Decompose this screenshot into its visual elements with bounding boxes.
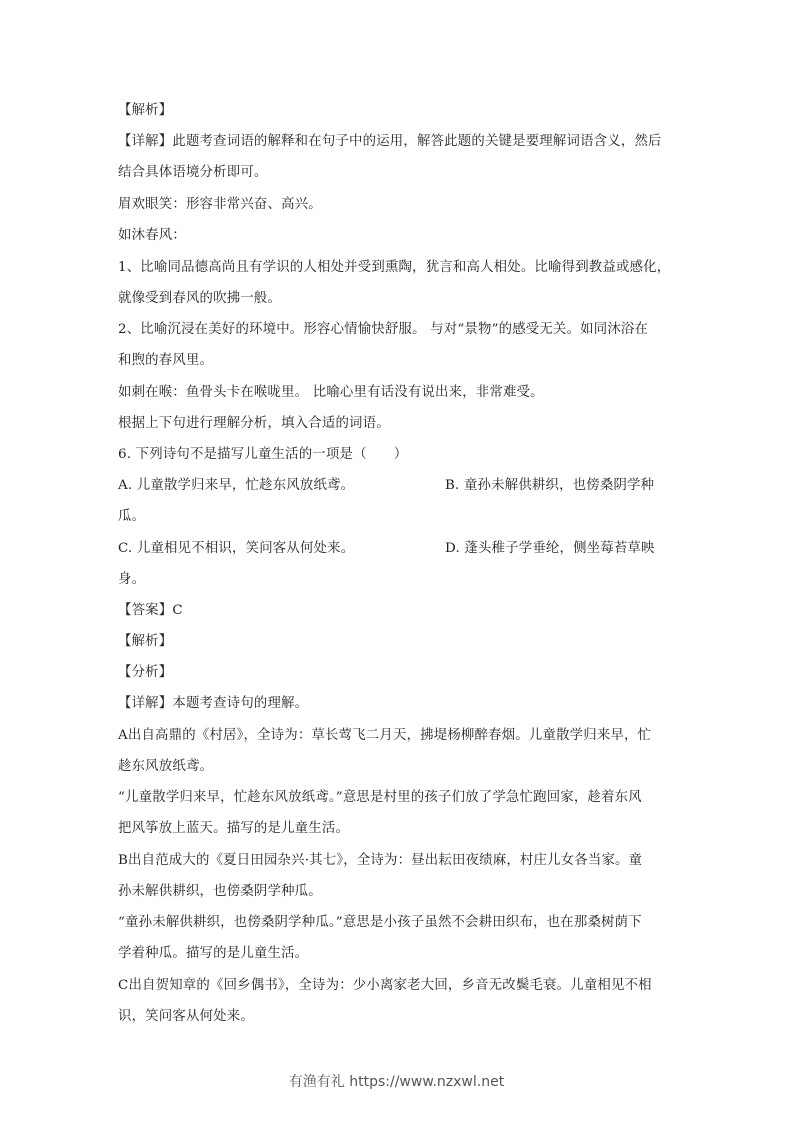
options-row-cd [118, 540, 678, 558]
paragraph-line: 【详解】本题考查诗句的理解。 [118, 696, 309, 711]
section-heading-breakdown: 【分析】 [118, 665, 173, 680]
paragraph-line: 结合具体语境分析即可。 [118, 165, 268, 180]
paragraph-line: 眉欢眼笑：形容非常兴奋、高兴。 [118, 197, 322, 212]
options-row-ab [118, 477, 678, 495]
paragraph-line: 识，笑问客从何处来。 [118, 1009, 254, 1024]
paragraph-line: 就像受到春风的吹拂一般。 [118, 291, 282, 306]
paragraph-line: B出自范成大的《夏日田园杂兴·其七》，全诗为：昼出耘田夜绩麻，村庄儿女各当家。童 [118, 853, 643, 868]
paragraph-line: 如沐春风： [118, 228, 186, 243]
paragraph-line: 【详解】此题考查词语的解释和在句子中的运用，解答此题的关键是要理解词语含义，然后 [118, 134, 662, 149]
option-b: B. 童孙未解供耕织，也傍桑阴学种 [445, 478, 655, 493]
paragraph-line: 和煦的春风里。 [118, 353, 214, 368]
section-heading-analysis: 【解析】 [118, 103, 173, 118]
paragraph-line: 如刺在喉：鱼骨头卡在喉咙里。 比喻心里有话没有说出来，非常难受。 [118, 385, 544, 400]
paragraph-line: “儿童散学归来早，忙趁东风放纸鸢。”意思是村里的孩子们放了学急忙跑回家，趁着东风 [118, 790, 642, 805]
section-heading-analysis: 【解析】 [118, 634, 173, 649]
paragraph-line: 把风筝放上蓝天。描写的是儿童生活。 [118, 821, 350, 836]
paragraph-line: 根据上下句进行理解分析，填入合适的词语。 [118, 416, 390, 431]
paragraph-line: A出自高鼎的《村居》，全诗为：草长莺飞二月天，拂堤杨柳醉春烟。儿童散学归来早，忙 [118, 728, 652, 743]
option-b-continued: 瓜。 [118, 509, 146, 524]
paragraph-line: 1、比喻同品德高尚且有学识的人相处并受到熏陶，犹言和高人相处。比喻得到教益或感化， [118, 260, 671, 275]
paragraph-line: C出自贺知章的《回乡偶书》，全诗为：少小离家老大回，乡音无改鬓毛衰。儿童相见不相 [118, 978, 652, 993]
paragraph-line: “童孙未解供耕织，也傍桑阴学种瓜。”意思是小孩子虽然不会耕田织布，也在那桑树荫下 [118, 915, 642, 930]
option-a: A. 儿童散学归来早，忙趁东风放纸鸢。 [118, 478, 355, 493]
option-d: D. 蓬头稚子学垂纶，侧坐莓苔草映 [445, 541, 655, 556]
option-c: C. 儿童相见不相识，笑问客从何处来。 [118, 541, 355, 556]
footer-watermark: 有渔有礼 https://www.nzxwl.net [288, 1074, 505, 1090]
question-stem: 6. 下列诗句不是描写儿童生活的一项是（ ） [118, 447, 408, 462]
option-d-continued: 身。 [118, 572, 146, 587]
answer-line: 【答案】C [118, 603, 183, 618]
paragraph-line: 趁东风放纸鸢。 [118, 759, 214, 774]
paragraph-line: 学着种瓜。描写的是儿童生活。 [118, 946, 309, 961]
paragraph-line: 孙未解供耕织，也傍桑阴学种瓜。 [118, 884, 322, 899]
paragraph-line: 2、比喻沉浸在美好的环境中。形容心情愉快舒服。 与对“景物”的感受无关。如同沐浴在 [118, 322, 649, 337]
